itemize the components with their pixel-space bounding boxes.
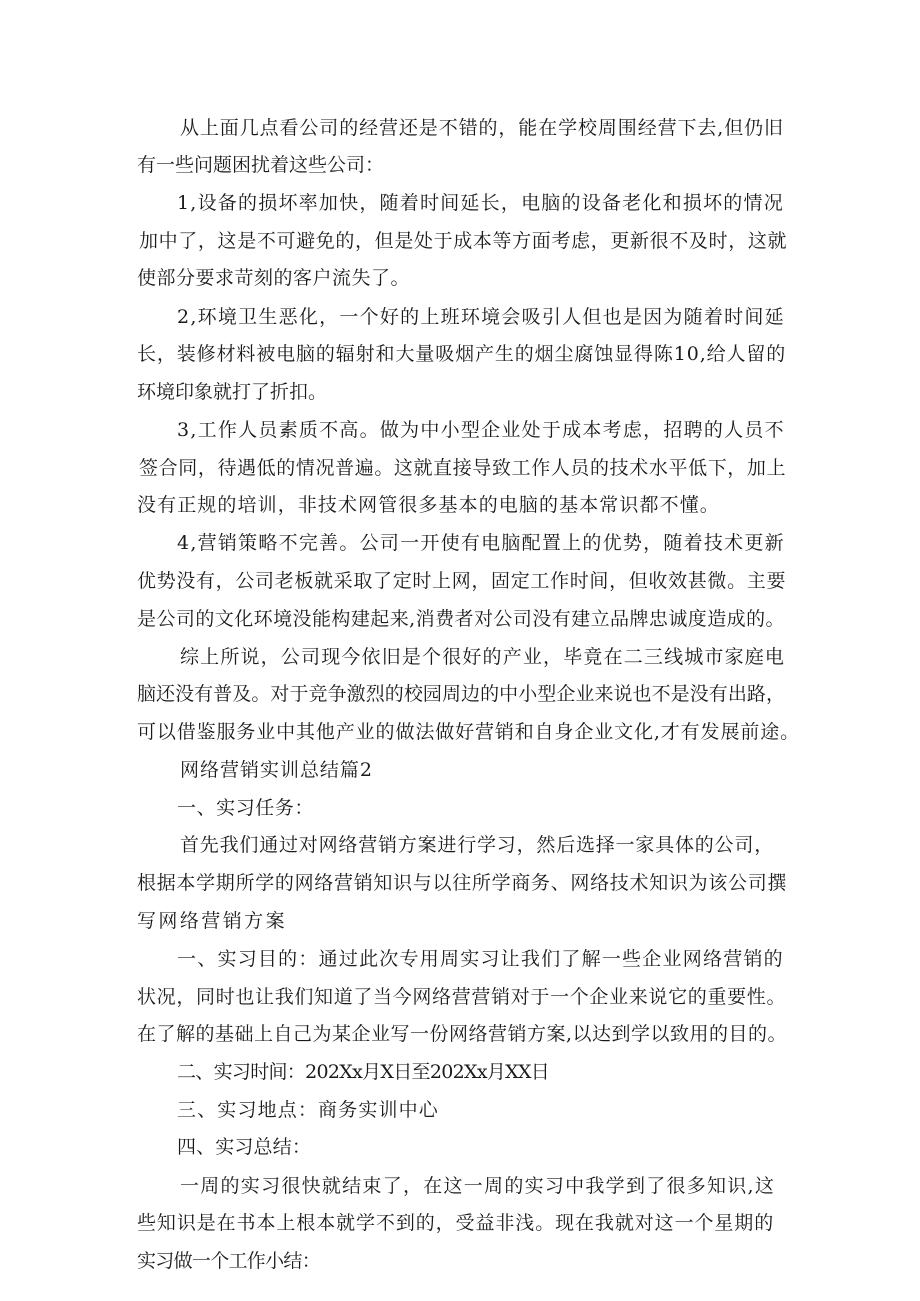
text-line: 根据本学期所学的网络营销知识与以往所学商务、网络技术知识为该公司撰 <box>137 872 788 894</box>
text-line: 状况，同时也让我们知道了当今网络营营销对于一个企业来说它的重要性。 <box>137 986 787 1008</box>
text-line: 些知识是在书本上根本就学不到的，受益非浅。现在我就对这一个星期的 <box>137 1212 775 1234</box>
text-line: 从上面几点看公司的经营还是不错的，能在学校周围经营下去,但仍旧 <box>180 117 784 139</box>
text-line: 长，装修材料被电脑的辐射和大量吸烟产生的烟尘腐蚀显得陈10,给人留的 <box>137 343 787 365</box>
text-line: 首先我们通过对网络营销方案进行学习，然后选择一家具体的公司， <box>180 834 775 856</box>
text-line: 4,营销策略不完善。公司一开使有电脑配置上的优势，随着技术更新 <box>177 532 785 554</box>
text-line: 写网络营销方案 <box>137 910 288 932</box>
text-line: 签合同，待遇低的情况普遍。这就直接导致工作人员的技术水平低下，加上 <box>139 457 787 479</box>
text-line: 可以借鉴服务业中其他产业的做法做好营销和自身企业文化,才有发展前途。 <box>137 721 800 743</box>
text-line: 1,设备的损坏率加快，随着时间延长，电脑的设备老化和损坏的情况 <box>177 192 784 214</box>
text-line: 一、实习目的：通过此次专用周实习让我们了解一些企业网络营销的 <box>177 948 784 970</box>
text-line: 2,环境卫生恶化，一个好的上班环境会吸引人但也是因为随着时间延 <box>177 306 785 328</box>
text-line: 一周的实习很快就结束了，在这一周的实习中我学到了很多知识,这 <box>180 1175 776 1197</box>
text-line: 加中了，这是不可避免的，但是处于成本等方面考虑，更新很不及时，这就 <box>139 230 788 252</box>
section-heading: 网络营销实训总结篇2 <box>180 759 373 781</box>
text-line: 3,工作人员素质不高。做为中小型企业处于成本考虑，招聘的人员不 <box>177 419 785 441</box>
text-line: 使部分要求苛刻的客户流失了。 <box>137 267 411 289</box>
text-line: 在了解的基础上自己为某企业写一份网络营销方案,以达到学以致用的目的。 <box>137 1023 788 1045</box>
text-line: 二、实习时间：202Xx月X日至202Xx月XX日 <box>177 1061 550 1083</box>
text-line: 有一些问题困扰着这些公司： <box>137 154 385 176</box>
text-line: 脑还没有普及。对于竞争激烈的校园周边的中小型企业来说也不是没有出路， <box>137 683 786 705</box>
text-line: 优势没有，公司老板就采取了定时上网，固定工作时间，但收效甚微。主要 <box>137 570 787 592</box>
text-line: 一、实习任务： <box>177 797 314 819</box>
text-line: 三、实习地点：商务实训中心 <box>177 1099 439 1121</box>
text-line: 实习做一个工作小结： <box>137 1250 321 1272</box>
text-line: 没有正规的培训，非技术网管很多基本的电脑的基本常识都不懂。 <box>137 494 720 516</box>
text-line: 四、实习总结： <box>177 1136 311 1158</box>
text-line: 环境印象就打了折扣。 <box>137 381 328 403</box>
text-line: 是公司的文化环境没能构建起来,消费者对公司没有建立品牌忠诚度造成的。 <box>137 608 786 630</box>
text-line: 综上所说，公司现今依旧是个很好的产业，毕竟在二三线城市家庭电 <box>180 646 786 668</box>
